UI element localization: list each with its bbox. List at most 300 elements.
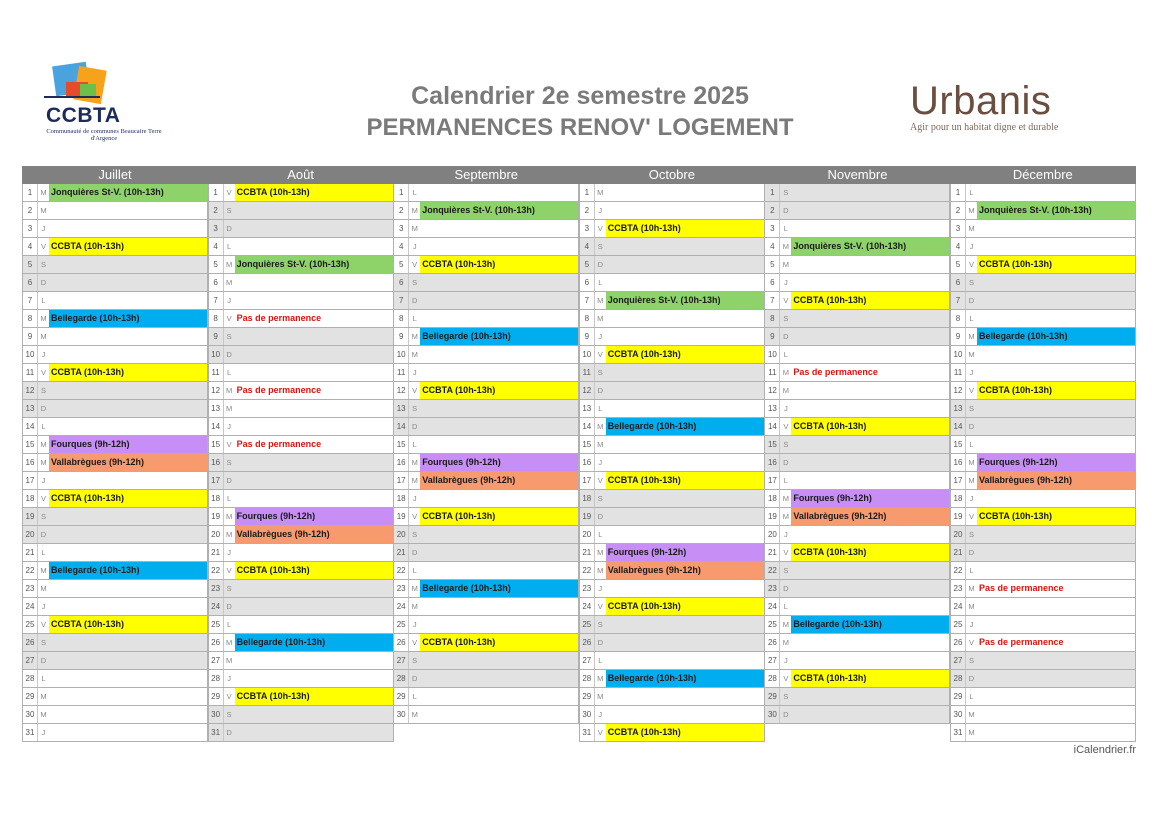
day-event: Vallabrègues (9h-12h) [49,454,207,471]
day-weekday: M [411,206,418,215]
day-event [235,652,393,669]
day-row [22,706,208,724]
day-number: 24 [209,598,224,615]
day-event [606,328,764,345]
day-weekday: J [41,476,46,485]
day-weekday: D [968,296,975,305]
day-number: 28 [394,670,409,687]
day-event: Jonquières St-V. (10h-13h) [420,202,578,219]
day-row [393,346,579,364]
day-event: CCBTA (10h-13h) [49,364,207,381]
day-event [606,382,764,399]
day-weekday: D [226,476,232,485]
day-number: 21 [580,544,595,561]
day-row [22,526,208,544]
day-weekday: M [411,350,418,359]
day-weekday: L [969,314,974,323]
day-weekday: V [968,260,974,269]
day-event [791,346,949,363]
day-event [977,724,1135,741]
day-row [950,220,1136,238]
day-number: 17 [23,472,38,489]
day-weekday: S [40,638,46,647]
day-event [235,418,393,435]
day-event [791,184,949,201]
day-number: 28 [209,670,224,687]
day-weekday: J [598,332,603,341]
day-weekday: J [227,422,231,431]
day-row [22,382,208,400]
day-row [393,544,579,562]
day-number: 7 [394,292,409,309]
day-row [393,292,579,310]
day-row [950,544,1136,562]
day-number: 24 [23,598,38,615]
day-number: 29 [209,688,224,705]
day-row [393,580,579,598]
day-event [606,400,764,417]
day-weekday: M [782,260,790,269]
day-number: 2 [394,202,409,219]
day-number: 1 [765,184,780,201]
day-event [235,364,393,381]
day-number: 16 [209,454,224,471]
day-number: 7 [580,292,595,309]
day-row [579,634,765,652]
day-number: 4 [23,238,38,255]
day-number: 20 [209,526,224,543]
day-weekday: L [598,656,603,665]
day-event [49,688,207,705]
day-row [950,310,1136,328]
day-row [22,418,208,436]
day-row [208,670,394,688]
day-weekday: S [783,566,789,575]
day-number: 17 [951,472,966,489]
day-event [791,706,949,723]
day-event [977,292,1135,309]
day-row [950,508,1136,526]
day-row [393,328,579,346]
day-number: 12 [23,382,38,399]
day-event [235,670,393,687]
day-number: 27 [209,652,224,669]
day-event [977,436,1135,453]
urbanis-tagline: Agir pour un habitat digne et durable [910,122,1059,133]
day-event [606,688,764,705]
day-row [950,454,1136,472]
day-weekday: M [40,692,47,701]
day-row [393,364,579,382]
day-number: 28 [951,670,966,687]
day-weekday: M [40,566,47,575]
day-number: 18 [765,490,780,507]
day-event: CCBTA (10h-13h) [606,220,764,237]
day-weekday: M [40,188,47,197]
day-event [49,706,207,723]
day-event [977,400,1135,417]
day-number: 15 [209,436,224,453]
day-number: 8 [951,310,966,327]
day-event: Vallabrègues (9h-12h) [606,562,764,579]
day-number: 9 [951,328,966,345]
day-event [235,544,393,561]
day-row [764,292,950,310]
day-row [950,400,1136,418]
day-event: Pas de permanence [236,439,322,449]
day-event: Pas de permanence [236,385,322,395]
day-weekday: S [40,386,46,395]
day-row [950,274,1136,292]
day-weekday: D [597,512,603,521]
day-event [420,274,578,291]
day-row [764,220,950,238]
day-weekday: D [597,386,603,395]
day-weekday: M [782,512,790,521]
day-row [579,580,765,598]
day-event: Bellegarde (10h-13h) [977,328,1135,345]
day-event [977,598,1135,615]
day-row [393,184,579,202]
day-number: 29 [951,688,966,705]
day-row [764,508,950,526]
day-event [49,220,207,237]
day-event [49,418,207,435]
day-number: 27 [394,652,409,669]
day-number: 26 [765,634,780,651]
day-weekday: V [40,620,46,629]
day-number: 30 [951,706,966,723]
day-weekday: V [226,440,232,449]
day-weekday: M [597,566,604,575]
day-row [208,562,394,580]
day-event [606,634,764,651]
day-number: 7 [765,292,780,309]
day-row [22,688,208,706]
day-weekday: M [968,584,975,593]
day-row [22,292,208,310]
day-number: 22 [765,562,780,579]
day-event [791,310,949,327]
day-number: 6 [580,274,595,291]
day-weekday: D [40,656,47,665]
day-weekday: D [968,548,975,557]
day-event [420,706,578,723]
day-weekday: M [40,584,47,593]
day-event: CCBTA (10h-13h) [606,598,764,615]
day-weekday: M [411,710,418,719]
day-number: 24 [394,598,409,615]
day-row [950,598,1136,616]
day-event [977,490,1135,507]
day-weekday: J [41,602,46,611]
day-number: 20 [951,526,966,543]
day-weekday: M [225,638,233,647]
day-weekday: V [226,566,232,575]
day-number: 10 [394,346,409,363]
day-row [579,328,765,346]
day-row [579,490,765,508]
day-number: 23 [23,580,38,597]
day-weekday: V [40,494,46,503]
day-row [208,418,394,436]
day-event [791,526,949,543]
day-row [208,598,394,616]
day-row [950,382,1136,400]
day-event [977,652,1135,669]
day-weekday: M [597,422,604,431]
day-number: 16 [394,454,409,471]
day-event [49,580,207,597]
day-event [235,346,393,363]
day-row [208,706,394,724]
day-weekday: J [41,350,46,359]
day-row [393,526,579,544]
day-event: CCBTA (10h-13h) [235,688,393,705]
month-header: Septembre [393,166,579,184]
day-row [764,256,950,274]
day-number: 31 [209,724,224,741]
day-event: CCBTA (10h-13h) [977,382,1135,399]
day-event [49,274,207,291]
day-row [764,562,950,580]
day-weekday: J [969,494,974,503]
day-number: 25 [580,616,595,633]
footer-credit: iCalendrier.fr [1073,744,1136,756]
day-row [22,670,208,688]
day-weekday: M [597,296,604,305]
day-weekday: D [411,296,418,305]
day-event: CCBTA (10h-13h) [235,562,393,579]
day-event [235,472,393,489]
day-row [208,292,394,310]
day-event [235,220,393,237]
day-number: 20 [765,526,780,543]
day-row [22,346,208,364]
day-event [420,562,578,579]
day-row [393,562,579,580]
day-number: 14 [394,418,409,435]
day-number: 4 [765,238,780,255]
day-event: Fourques (9h-12h) [49,436,207,453]
day-row [393,418,579,436]
day-weekday: S [968,656,974,665]
day-number: 18 [394,490,409,507]
day-row [393,274,579,292]
day-event [420,652,578,669]
day-weekday: M [225,386,233,395]
day-row [393,490,579,508]
day-event: CCBTA (10h-13h) [791,670,949,687]
day-weekday: L [412,314,417,323]
day-weekday: S [412,278,418,287]
day-row [393,688,579,706]
day-number: 12 [209,382,224,399]
day-row [393,472,579,490]
day-event [420,598,578,615]
day-weekday: M [782,620,790,629]
day-number: 23 [951,580,966,597]
day-row [950,562,1136,580]
day-row [393,634,579,652]
day-number: 14 [580,418,595,435]
day-row [208,238,394,256]
month-column [208,166,394,742]
day-number: 8 [209,310,224,327]
day-event: CCBTA (10h-13h) [791,544,949,561]
day-row [764,652,950,670]
day-row [579,256,765,274]
day-weekday: J [412,494,417,503]
day-number: 3 [209,220,224,237]
day-number: 20 [23,526,38,543]
day-row [208,724,394,742]
day-event: CCBTA (10h-13h) [606,724,764,741]
day-weekday: L [227,494,232,503]
day-event [977,688,1135,705]
day-weekday: S [412,530,418,539]
day-weekday: L [598,404,603,413]
day-row [579,292,765,310]
day-row [393,202,579,220]
day-number: 11 [765,364,780,381]
day-weekday: S [412,404,418,413]
day-number: 3 [951,220,966,237]
day-event: CCBTA (10h-13h) [791,418,949,435]
day-number: 6 [394,274,409,291]
day-number: 13 [209,400,224,417]
day-row [208,454,394,472]
day-weekday: V [40,242,46,251]
month-column [393,166,579,724]
day-row [22,472,208,490]
day-weekday: M [597,674,604,683]
day-event [977,274,1135,291]
day-weekday: L [41,674,46,683]
day-row [764,418,950,436]
day-event [791,598,949,615]
day-weekday: M [40,206,47,215]
day-weekday: M [40,710,47,719]
day-number: 15 [23,436,38,453]
day-weekday: M [782,368,790,377]
day-row [22,400,208,418]
day-event [49,634,207,651]
day-event [977,220,1135,237]
day-row [950,418,1136,436]
day-number: 23 [765,580,780,597]
day-event: Jonquières St-V. (10h-13h) [49,184,207,201]
day-event: Jonquières St-V. (10h-13h) [235,256,393,273]
day-number: 5 [394,256,409,273]
day-row [950,526,1136,544]
day-event [420,670,578,687]
day-event [49,328,207,345]
day-weekday: M [411,476,418,485]
day-event [606,580,764,597]
day-row [950,490,1136,508]
day-event: Vallabrègues (9h-12h) [791,508,949,525]
day-row [579,526,765,544]
day-weekday: M [225,512,233,521]
day-weekday: M [411,602,418,611]
day-number: 5 [951,256,966,273]
day-row [393,598,579,616]
day-event: Pas de permanence [979,583,1064,593]
day-row [764,598,950,616]
day-row [393,220,579,238]
day-event [791,454,949,471]
day-weekday: V [412,512,418,521]
day-event: Jonquières St-V. (10h-13h) [606,292,764,309]
day-number: 21 [951,544,966,561]
day-row [208,346,394,364]
day-weekday: M [225,656,233,665]
day-number: 2 [765,202,780,219]
day-row [22,508,208,526]
day-weekday: S [783,692,789,701]
day-weekday: M [968,602,975,611]
day-row [22,328,208,346]
day-row [393,382,579,400]
day-event [606,652,764,669]
day-number: 1 [209,184,224,201]
day-row [22,202,208,220]
day-row [764,580,950,598]
day-number: 6 [209,274,224,291]
day-number: 30 [765,706,780,723]
day-number: 7 [951,292,966,309]
day-weekday: J [412,242,417,251]
day-event [49,346,207,363]
day-row [393,454,579,472]
day-row [208,364,394,382]
day-number: 2 [209,202,224,219]
day-weekday: M [225,278,233,287]
day-number: 7 [209,292,224,309]
day-event [791,634,949,651]
day-weekday: M [225,260,233,269]
day-event [606,256,764,273]
day-number: 13 [951,400,966,417]
day-row [950,364,1136,382]
day-weekday: J [784,404,788,413]
day-event [49,526,207,543]
day-weekday: L [969,188,974,197]
day-row [579,202,765,220]
day-row [393,436,579,454]
day-weekday: D [968,422,975,431]
day-row [950,634,1136,652]
day-row [950,202,1136,220]
day-row [764,202,950,220]
day-number: 16 [951,454,966,471]
day-number: 5 [580,256,595,273]
day-row [579,454,765,472]
day-event [235,616,393,633]
day-row [579,670,765,688]
day-weekday: S [226,206,232,215]
day-number: 17 [394,472,409,489]
day-number: 31 [580,724,595,741]
day-weekday: J [227,548,231,557]
day-weekday: L [41,422,46,431]
day-weekday: D [783,710,789,719]
day-number: 31 [951,724,966,741]
day-number: 27 [580,652,595,669]
day-event [235,454,393,471]
day-event [791,202,949,219]
